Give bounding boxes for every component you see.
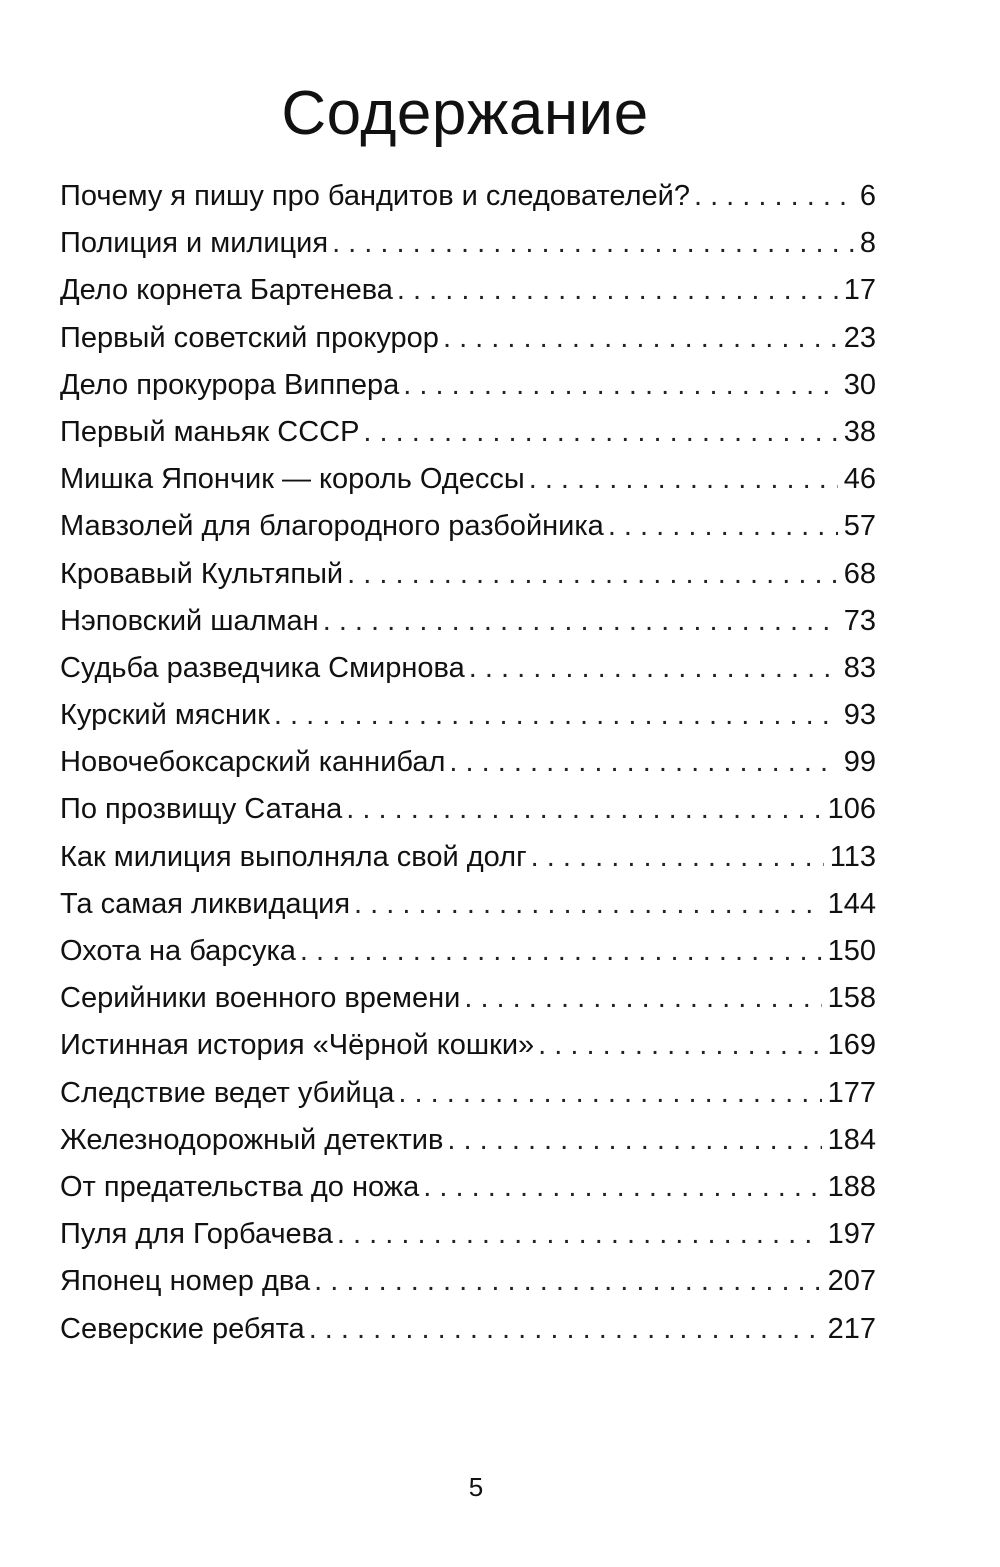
toc-entry-title: Судьба разведчика Смирнова	[60, 651, 465, 684]
toc-entry	[60, 318, 876, 365]
toc-entry-title: Первый советский прокурор	[60, 321, 439, 354]
toc-entry-page: 144	[827, 887, 876, 920]
dot-leader	[529, 459, 838, 499]
dot-leader	[469, 648, 838, 688]
dot-leader	[423, 1167, 821, 1207]
dot-leader	[300, 931, 822, 971]
toc-entry	[60, 1073, 876, 1120]
toc-entry-page: 30	[843, 368, 876, 401]
dot-leader	[403, 365, 837, 405]
toc-entry	[60, 1261, 876, 1308]
toc-entry-title: Следствие ведет убийца	[60, 1076, 395, 1109]
toc-entry-page: 197	[827, 1218, 876, 1251]
toc-entry	[60, 978, 876, 1025]
toc-entry	[60, 931, 876, 978]
dot-leader	[337, 1214, 822, 1254]
toc-entry-title: Кровавый Культяпый	[60, 557, 344, 590]
toc-entry-page: 73	[843, 604, 876, 637]
toc-entry-title: Новочебоксарский каннибал	[60, 746, 446, 779]
toc-entry-page: 188	[827, 1170, 876, 1203]
page-number: 5	[468, 1472, 484, 1502]
toc-entry-page: 83	[843, 651, 876, 684]
dot-leader	[332, 223, 854, 263]
toc-entry	[60, 1309, 876, 1356]
toc-entry-title: Истинная история «Чёрной кошки»	[60, 1029, 535, 1062]
toc-entry-title: Почему я пишу про бандитов и следователей?	[60, 180, 690, 212]
dot-leader	[694, 176, 854, 216]
toc-entry-title: Железнодорожный детектив	[60, 1123, 444, 1156]
page-title: Содержание	[281, 79, 649, 148]
toc-entry-title: По прозвищу Сатана	[60, 793, 343, 826]
toc-entry	[60, 601, 876, 648]
toc-entry	[60, 1025, 876, 1072]
toc-entry-title: Северские ребята	[60, 1312, 305, 1345]
toc-entry	[60, 837, 876, 884]
toc-entry-title: Японец номер два	[60, 1265, 311, 1298]
toc-entry-page: 8	[859, 227, 876, 260]
dot-leader	[309, 1309, 822, 1349]
dot-leader	[363, 412, 837, 452]
toc-entry-title: Охота на барсука	[60, 935, 296, 967]
dot-leader	[347, 554, 838, 594]
toc-entry-title: Курский мясник	[60, 699, 270, 732]
dot-leader	[346, 789, 821, 829]
toc-entry-page: 217	[827, 1312, 876, 1345]
toc-entry-page: 150	[827, 935, 876, 967]
toc-entry-page: 158	[827, 982, 876, 1015]
dot-leader	[398, 1073, 821, 1113]
toc-entry	[60, 1120, 876, 1167]
toc-entry-page: 177	[827, 1076, 876, 1109]
dot-leader	[274, 695, 838, 735]
toc-entry-title: Как милиция выполняла свой долг	[60, 840, 527, 873]
toc-entry-page: 99	[843, 746, 876, 779]
toc-entry	[60, 270, 876, 317]
dot-leader	[397, 270, 838, 310]
toc-entry-title: Полиция и милиция	[60, 227, 329, 260]
toc-entry	[60, 176, 876, 223]
toc-entry-page: 184	[827, 1123, 876, 1156]
toc-entry-page: 113	[829, 840, 876, 873]
toc-entry-title: Мишка Япончик — король Одессы	[60, 463, 525, 496]
dot-leader	[447, 1120, 821, 1160]
dot-leader	[449, 742, 837, 782]
toc-entry	[60, 742, 876, 789]
dot-leader	[354, 884, 822, 924]
dot-leader	[443, 318, 838, 358]
toc-entry-title: Пуля для Горбачева	[60, 1218, 333, 1251]
toc-entry-page: 57	[843, 510, 876, 543]
toc-entry	[60, 506, 876, 553]
toc-entry-title: Первый маньяк СССР	[60, 415, 360, 448]
toc-entry-page: 38	[843, 415, 876, 448]
toc-entry-title: Серийники военного времени	[60, 982, 461, 1015]
dot-leader	[531, 837, 824, 877]
dot-leader	[314, 1261, 821, 1301]
toc-entry	[60, 554, 876, 601]
toc-entry-title: Мавзолей для благородного разбойника	[60, 510, 604, 543]
toc-entry-title: Дело корнета Бартенева	[60, 274, 393, 307]
toc-entry	[60, 1167, 876, 1214]
dot-leader	[464, 978, 821, 1018]
toc-entry-title: Нэповский шалман	[60, 604, 319, 637]
dot-leader	[538, 1025, 821, 1065]
toc-entry-page: 106	[827, 793, 876, 826]
dot-leader	[323, 601, 838, 641]
toc-entry-page: 207	[827, 1265, 876, 1298]
table-of-contents	[60, 176, 876, 1356]
toc-entry-page: 68	[843, 557, 876, 590]
toc-entry	[60, 695, 876, 742]
toc-entry-title: Дело прокурора Виппера	[60, 368, 400, 401]
toc-entry-page: 6	[859, 180, 876, 212]
toc-entry-title: Та самая ликвидация	[60, 887, 351, 920]
toc-entry-page: 169	[827, 1029, 876, 1062]
toc-entry	[60, 648, 876, 695]
toc-entry-page: 46	[843, 463, 876, 496]
toc-entry	[60, 884, 876, 931]
toc-entry	[60, 789, 876, 836]
toc-entry	[60, 365, 876, 412]
toc-entry	[60, 412, 876, 459]
toc-entry	[60, 1214, 876, 1261]
toc-entry-page: 23	[843, 321, 876, 354]
toc-entry-title: От предательства до ножа	[60, 1170, 420, 1203]
dot-leader	[608, 506, 838, 546]
toc-entry	[60, 459, 876, 506]
toc-entry-page: 17	[843, 274, 876, 307]
toc-entry	[60, 223, 876, 270]
toc-entry-page: 93	[843, 699, 876, 732]
